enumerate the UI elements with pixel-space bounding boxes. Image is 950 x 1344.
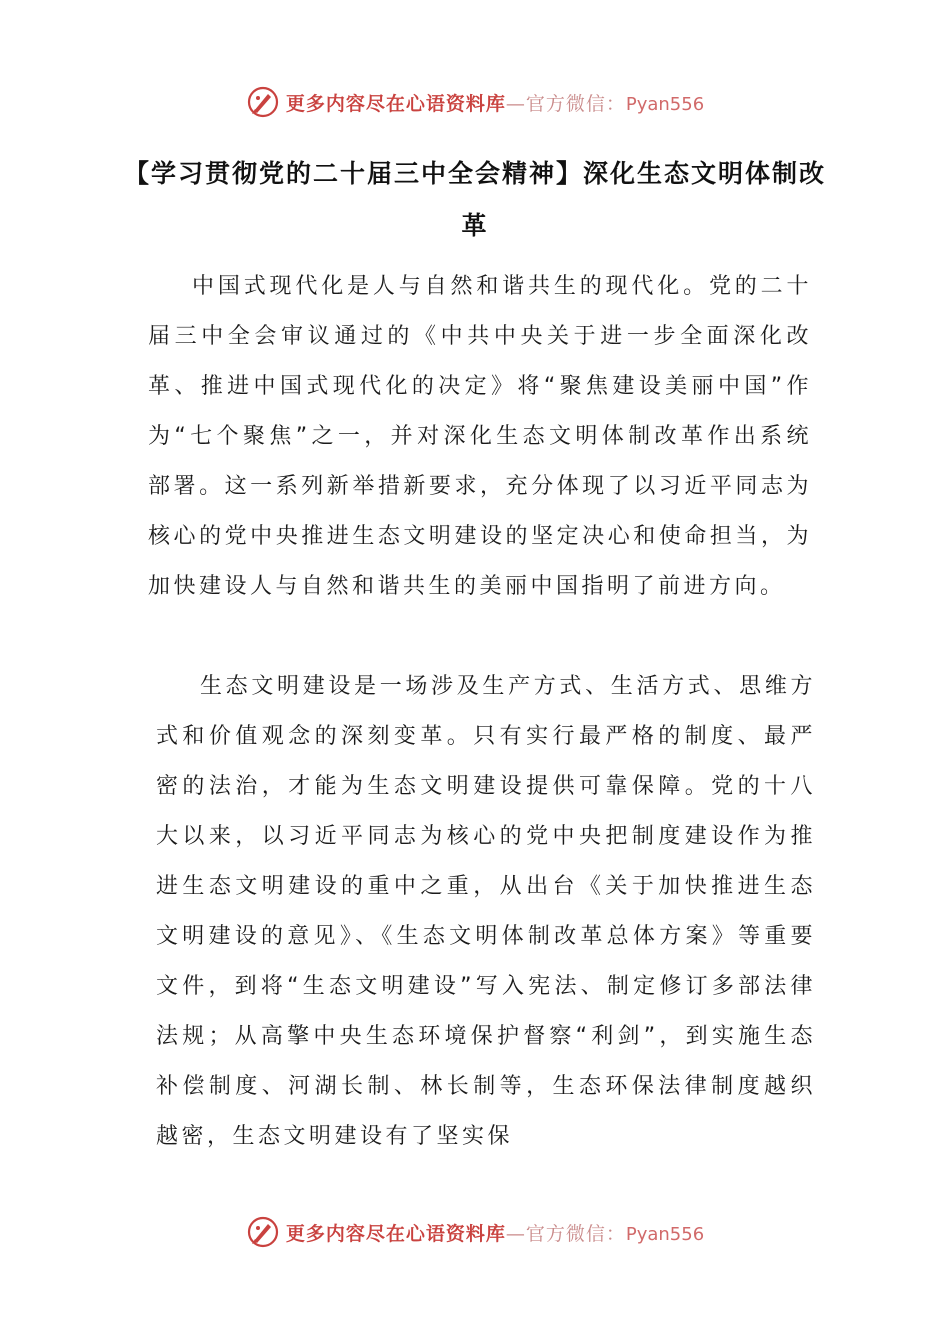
watermark-sub: 官方微信： <box>525 1222 626 1245</box>
pen-circle-logo-icon <box>246 85 280 119</box>
watermark-text <box>286 89 704 116</box>
body-paragraph-1: 中国式现代化是人与自然和谐共生的现代化。党的二十届三中全会审议通过的《中共中央关于进一步全面深化改革、推进中国式现代化的决定》将“聚焦建设美丽中国”作为“七个聚焦”之一，并对深化生态文明体制改革作出系统部署。这一系列新举措新要求，充分体现了以习近平同志为核心的党中央推进生态文明建设的坚定决心和使命担当，为加快建设人与自然和谐共生的美丽中国指明了前进方向。 <box>148 274 812 599</box>
watermark-dash: — <box>505 1222 526 1245</box>
pen-circle-logo-icon <box>246 1215 280 1249</box>
watermark-text <box>286 1219 704 1246</box>
body-paragraph-2: 生态文明建设是一场涉及生产方式、生活方式、思维方式和价值观念的深刻变革。只有实行最严格的制度、最严密的法治，才能为生态文明建设提供可靠保障。党的十八大以来，以习近平同志为核心的党中央把制度建设作为推进生态文明建设的重中之重，从出台《关于加快推进生态文明建设的意见》、《生态文明体制改革总体方案》等重要文件，到将“生态文明建设”写入宪法、制定修订多部法律法规；从高擎中央生态环境保护督察“利剑”，到实施生态补偿制度、河湖长制、林长制等，生态环保法律制度越织越密，生态文明建设有了坚实保 <box>156 674 816 1149</box>
watermark-main: 更多内容尽在心语资料库 <box>285 92 506 115</box>
watermark-sub: 官方微信： <box>525 92 626 115</box>
document-title: 【学习贯彻党的二十届三中全会精神】深化生态文明体制改革 <box>123 159 826 240</box>
footer-watermark <box>0 1210 950 1254</box>
watermark-wechat-id: Pyan556 <box>625 1223 705 1245</box>
header-watermark <box>0 80 950 124</box>
watermark-dash: — <box>505 92 526 115</box>
watermark-wechat-id: Pyan556 <box>625 93 705 115</box>
watermark-main: 更多内容尽在心语资料库 <box>285 1222 506 1245</box>
